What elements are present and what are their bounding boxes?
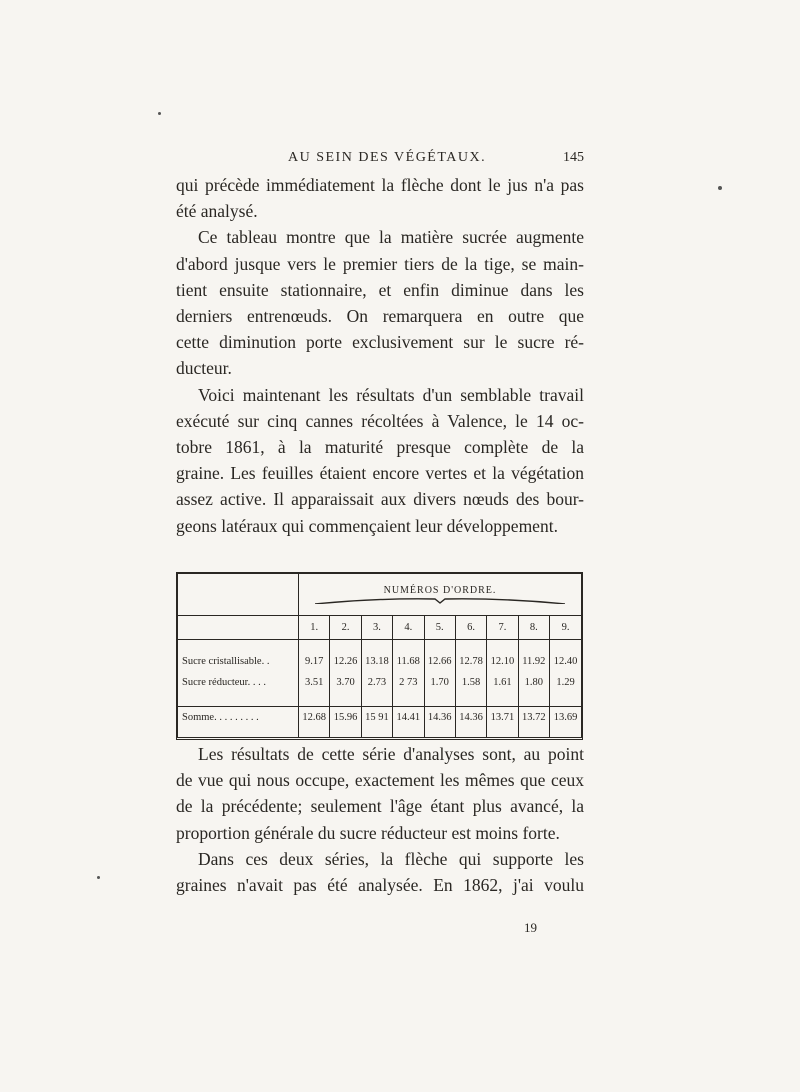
table-cell: 12.78: [455, 651, 486, 672]
brace-icon: [315, 598, 565, 604]
table-cell: 2 73: [393, 672, 424, 693]
row-label: Sucre cristallisable. .: [178, 651, 299, 672]
table-cell: 14.41: [393, 707, 424, 728]
text-line: Dans ces deux séries, la flèche qui supporte les: [198, 848, 584, 869]
text-line: tient ensuite stationnaire, et enfin diminue dans les: [176, 279, 584, 300]
text-line: de vue qui nous occupe, exactement les mêmes que ceux: [176, 770, 584, 791]
table-cell: 13.72: [518, 707, 549, 728]
column-number: 1.: [299, 616, 330, 640]
table-row: [178, 651, 581, 672]
table-cell: 1.80: [518, 672, 549, 693]
text-line: exécuté sur cinq cannes récoltées à Valence, le 14 oc-: [176, 410, 584, 431]
text-line: derniers entrenœuds. On remarquera en outre que: [176, 306, 584, 327]
ink-speck: [718, 186, 722, 190]
text-line: d'abord jusque vers le premier tiers de la tige, se main-: [176, 253, 584, 274]
body-text-bottom: [176, 741, 584, 898]
table-cell: 3.70: [330, 672, 361, 693]
table-cell: 1.29: [556, 676, 575, 688]
text-line: de la précédente; seulement l'âge étant plus avancé, la: [176, 796, 584, 817]
table-cell: 3.51: [299, 672, 330, 693]
row-label: Somme. . . . . . . . .: [178, 707, 299, 728]
table-cell: 2.73: [361, 672, 392, 693]
text-line: Voici maintenant les résultats d'un semblable travail: [198, 384, 584, 405]
table-cell: 1.70: [424, 672, 455, 693]
text-line: graines n'avait pas été analysée. En 1862, j'ai voulu: [176, 875, 584, 896]
table-cell: 15.96: [330, 707, 361, 728]
column-number: 7.: [487, 616, 518, 640]
table-cell: 1.58: [455, 672, 486, 693]
table-cell: 12.68: [299, 707, 330, 728]
table-cell: 12.66: [424, 651, 455, 672]
column-number: 5.: [424, 616, 455, 640]
table-cell: 12.10: [487, 651, 518, 672]
page-header: [176, 150, 584, 174]
text-line: assez active. Il apparaissait aux divers nœuds des bour-: [176, 489, 584, 510]
column-number: 8.: [518, 616, 549, 640]
text-line: qui précède immédiatement la flèche dont le jus n'a pas: [176, 175, 584, 195]
text-line: cette diminution porte exclusivement sur le sucre ré-: [176, 332, 584, 353]
row-label: Sucre réducteur. . . .: [178, 672, 299, 693]
table-cell: 13.71: [487, 707, 518, 728]
text-line: proportion générale du sucre réducteur est moins forte.: [176, 822, 560, 843]
table-row: [178, 672, 581, 693]
table-cell: 11.68: [393, 651, 424, 672]
table-cell: 1.61: [487, 672, 518, 693]
table-cell: 15 91: [361, 707, 392, 728]
signature-mark: 19: [524, 920, 537, 935]
table-cell: 9.17: [299, 651, 330, 672]
table-cell: 12.26: [330, 651, 361, 672]
text-line: Ce tableau montre que la matière sucrée augmente: [198, 227, 584, 248]
table-cell: 13.69: [550, 707, 582, 728]
table-cell: 14.36: [424, 707, 455, 728]
text-line: été analysé.: [176, 201, 258, 222]
text-line: ducteur.: [176, 358, 232, 379]
page-number: 145: [563, 150, 584, 165]
column-number: 6.: [455, 616, 486, 640]
text-line: geons latéraux qui commençaient leur développement.: [176, 515, 558, 536]
column-number: 2.: [330, 616, 361, 640]
table-cell: 13.18: [361, 651, 392, 672]
running-title: AU SEIN DES VÉGÉTAUX.: [288, 150, 487, 165]
body-text-top: [176, 172, 584, 539]
table-cell: 12.40: [553, 656, 578, 668]
text-line: graine. Les feuilles étaient encore vertes et la végétation: [176, 463, 584, 484]
table-cell: 14.36: [455, 707, 486, 728]
ink-speck: [97, 876, 100, 879]
sugar-table: [176, 572, 583, 740]
text-line: Les résultats de cette série d'analyses sont, au point: [198, 744, 584, 764]
column-number: 4.: [393, 616, 424, 640]
column-number: 3.: [361, 616, 392, 640]
ink-speck: [158, 112, 161, 115]
column-number: 9.: [550, 616, 582, 640]
text-line: tobre 1861, à la maturité presque complète de la: [176, 437, 584, 458]
table-cell: 11.92: [518, 651, 549, 672]
sum-row: [178, 707, 581, 728]
group-header: NUMÉROS D'ORDRE.: [383, 585, 497, 597]
